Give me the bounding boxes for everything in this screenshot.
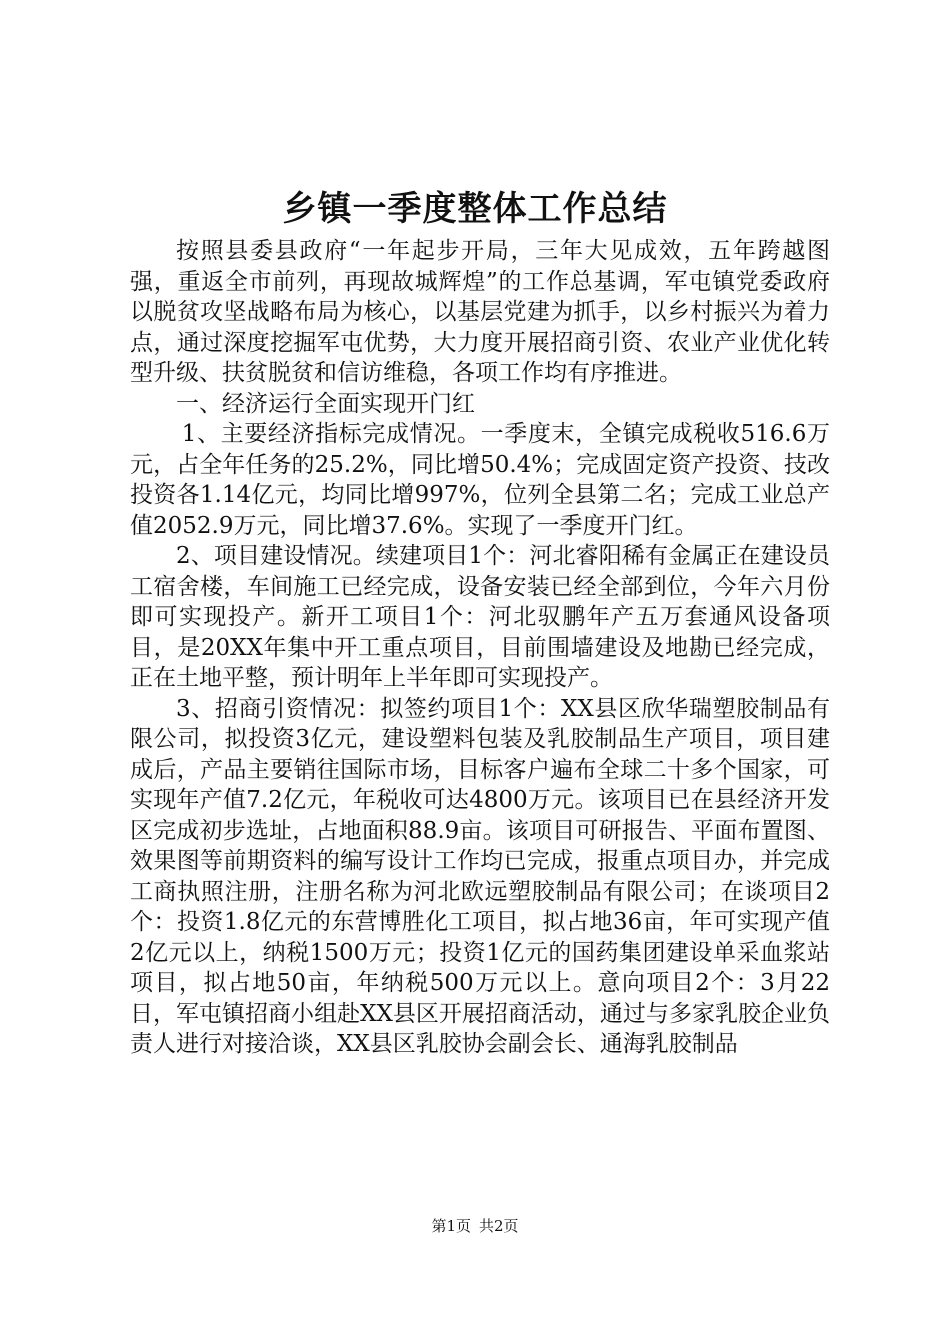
paragraph-project-construction: 2、项目建设情况。续建项目1个：河北睿阳稀有金属正在建设员工宿舍楼，车间施工已经完成，设备安装已经全部到位，今年六月份即可实现投产。新开工项目1个：河北驭鹏年产五万套通风设备项目，是20XX年集中开工重点项目，目前围墙建设及地勘已经完成，正在土地平整，预计明年上半年即可实现投产。	[130, 543, 830, 691]
paragraph-investment-attraction: 3、招商引资情况：拟签约项目1个：XX县区欣华瑞塑胶制品有限公司，拟投资3亿元，建设塑料包装及乳胶制品生产项目，项目建成后，产品主要销往国际市场，目标客户遍布全球二十多个国家，可实现年产值7.2亿元，年税收可达4800万元。该项目已在县经济开发区完成初步选址，占地面积88.9亩。该项目可研报告、平面布置图、效果图等前期资料的编写设计工作均已完成，报重点项目办，并完成工商执照注册，注册名称为河北欧远塑胶制品有限公司；在谈项目2个：投资1.8亿元的东营博胜化工项目，拟占地36亩，年可实现产值2亿元以上，纳税1500万元；投资1亿元的国药集团建设单采血浆站项目，拟占地50亩，年纳税500万元以上。意向项目2个：3月22日，军屯镇招商小组赴XX县区开展招商活动，通过与多家乳胶企业负责人进行对接洽谈，XX县区乳胶协会副会长、通海乳胶制品	[130, 695, 830, 1057]
page-number: 第1页	[431, 1217, 471, 1235]
page-footer	[0, 1216, 950, 1236]
document-body	[130, 236, 830, 1060]
document-title: 乡镇一季度整体工作总结	[282, 189, 668, 229]
page-total: 共2页	[479, 1217, 519, 1235]
intro-paragraph: 按照县委县政府“一年起步开局，三年大见成效，五年跨越图强，重返全市前列，再现故城辉煌”的工作总基调，军屯镇党委政府以脱贫攻坚战略布局为核心，以基层党建为抓手，以乡村振兴为着力点，通过深度挖掘军屯优势，大力度开展招商引资、农业产业优化转型升级、扶贫脱贫和信访维稳，各项工作均有序推进。	[130, 238, 830, 386]
paragraph-economic-indicators: 1、主要经济指标完成情况。一季度末，全镇完成税收516.6万元，占全年任务的25.2%，同比增50.4%；完成固定资产投资、技改投资各1.14亿元，均同比增997%，位列全县第二名；完成工业总产值2052.9万元，同比增37.6%。实现了一季度开门红。	[130, 421, 830, 539]
section-heading-economy: 一、经济运行全面实现开门红	[176, 390, 475, 417]
